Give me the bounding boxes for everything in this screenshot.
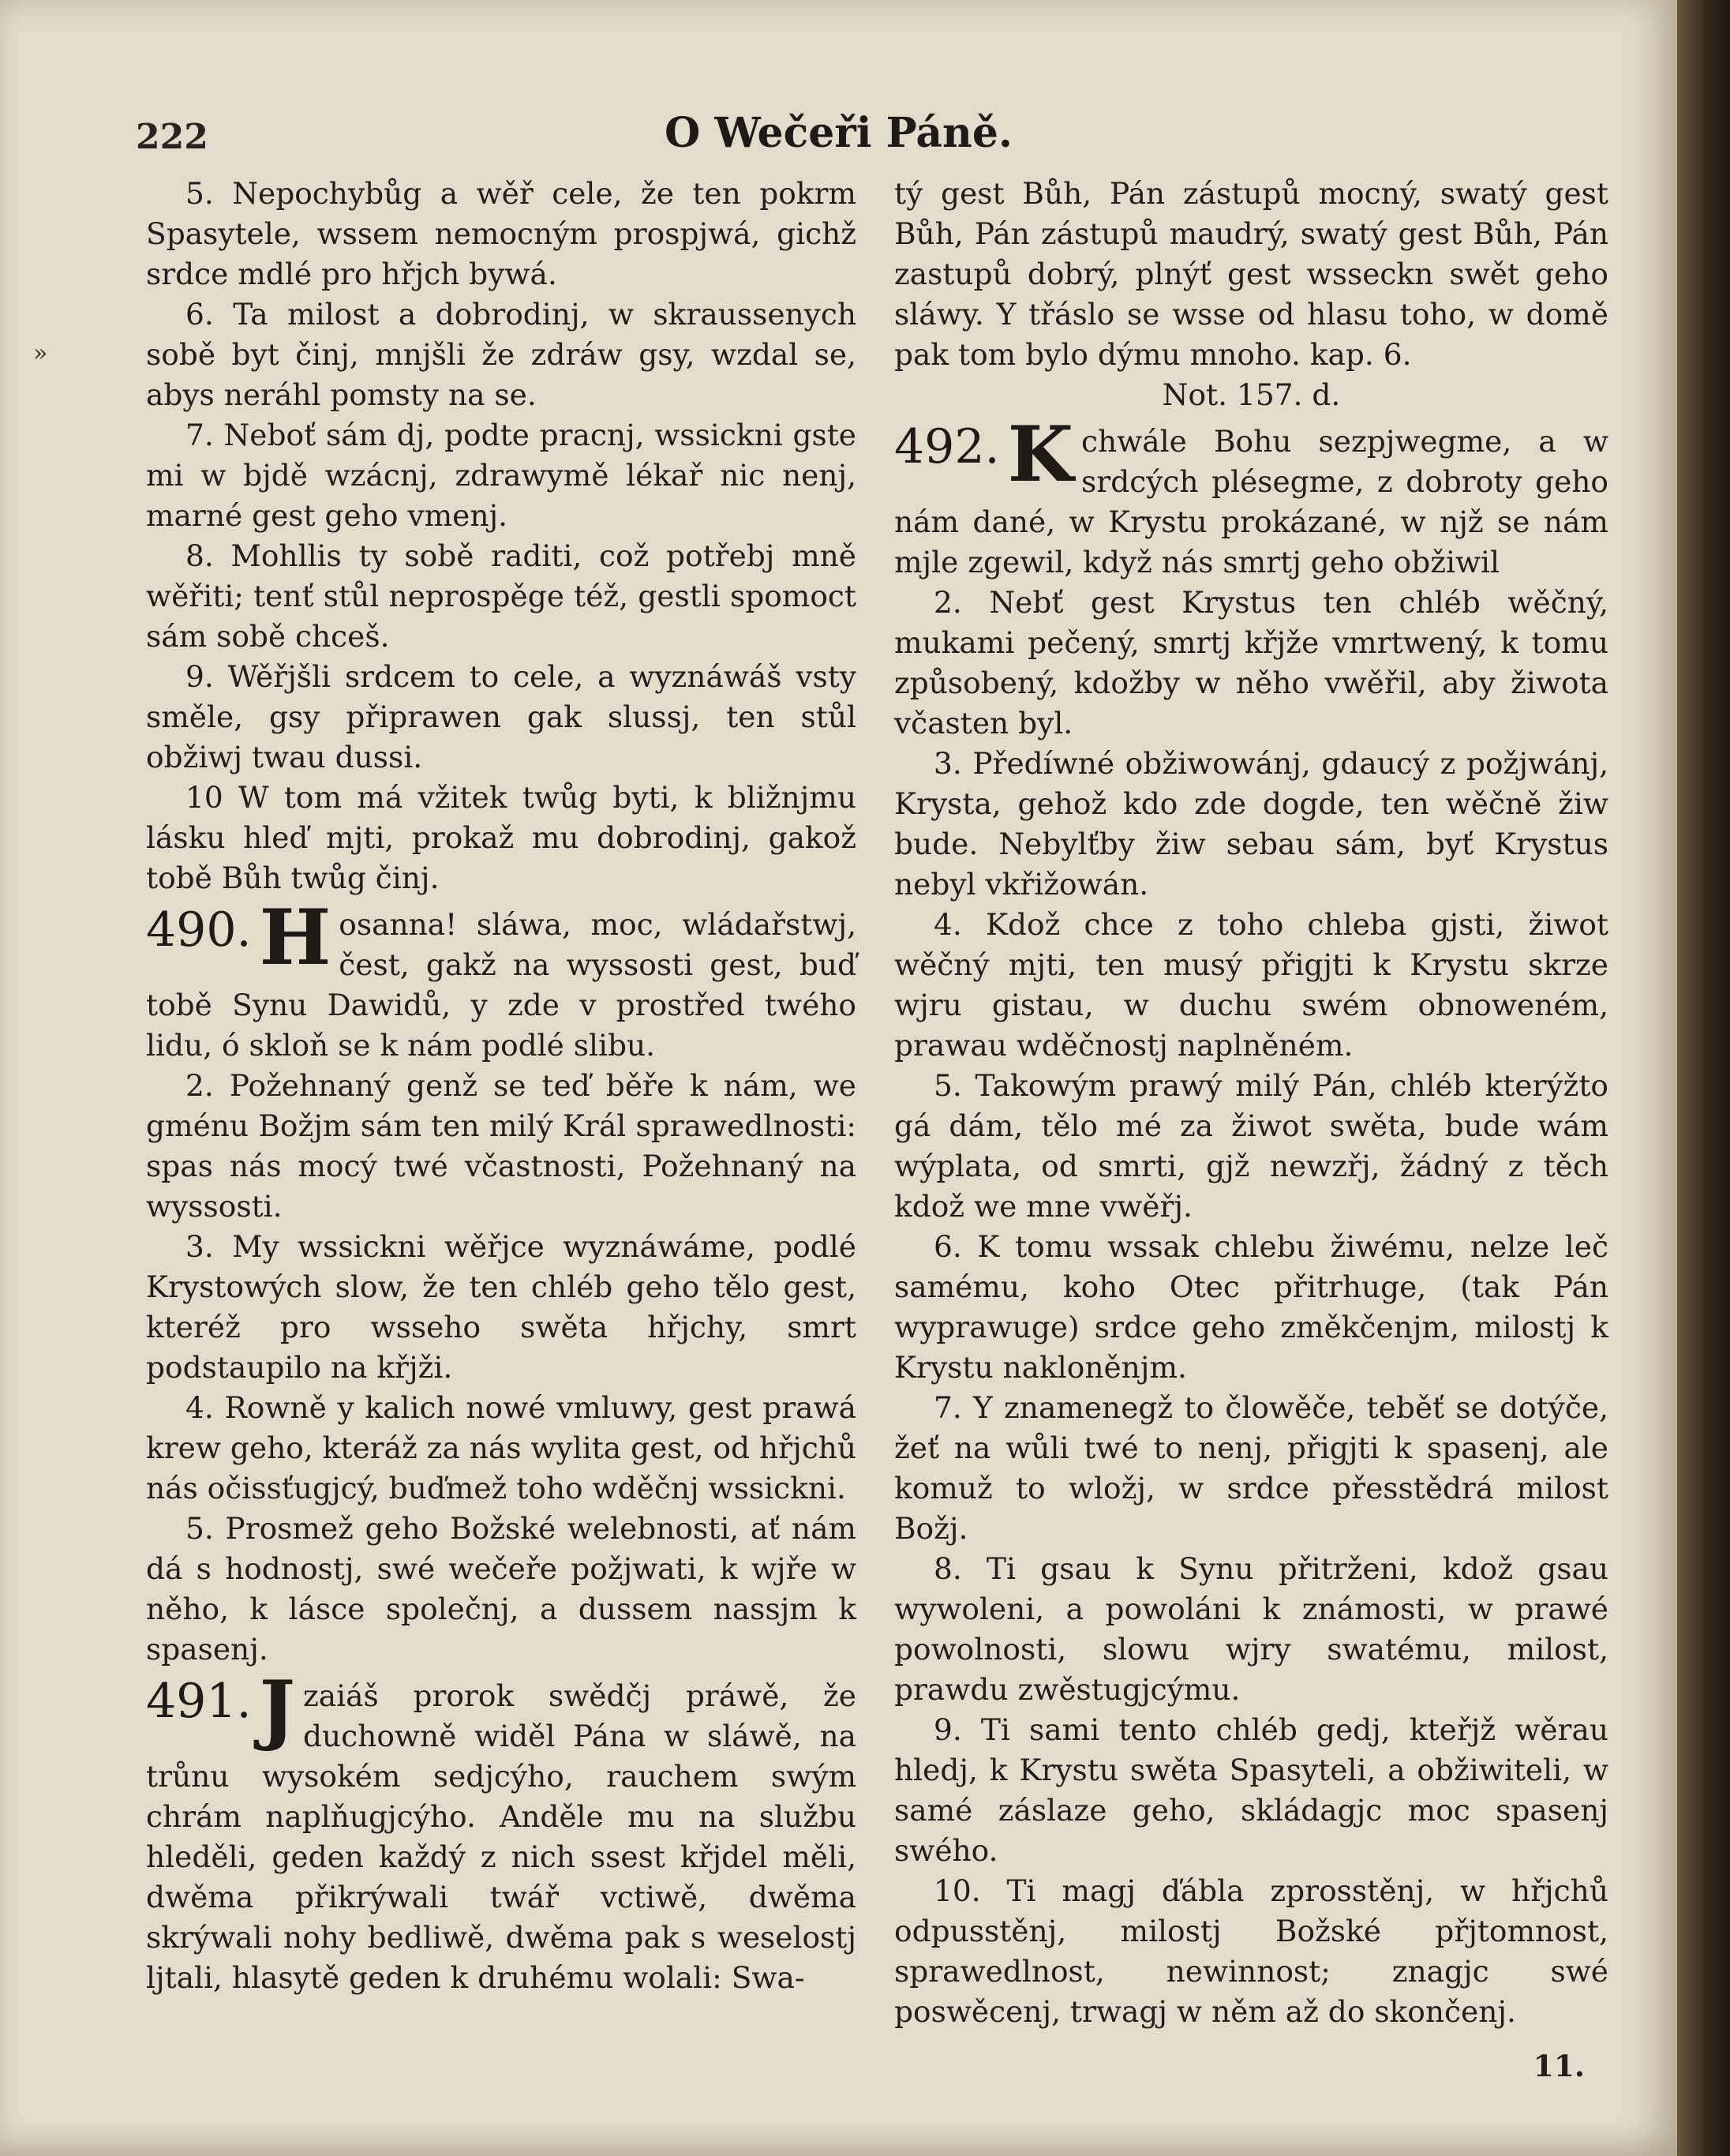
verse: 4. Rowně y kalich nowé vmluwy, gest prawá krew geho, kteráž za nás wylita gest, od hřjchů nás očissťugjcý, buďmež toho wděčnj wssickni. xyxy=(146,1390,856,1505)
verse: tý gest Bůh, Pán zástupů mocný, swatý gest Bůh, Pán zástupů maudrý, swatý gest Bůh, Pán zastupů dobrý, plnýť gest wsseckn swět geho sláwy. Y třáslo se wsse od hlasu toho, w domě pak tom bylo dýmu mnoho. kap. 6. xyxy=(894,176,1608,372)
verse: 5. Prosmež geho Božské welebnosti, ať nám dá s hodnostj, swé wečeře požjwati, k wjře w něho, k lásce společnj, a dussem nassjm k spasenj. xyxy=(146,1511,856,1667)
verse: 9. Ti sami tento chléb gedj, kteřjž wěrau hledj, k Krystu swěta Spasyteli, a obžiwiteli, w samé záslaze geho, skládagjc moc spasenj swého. xyxy=(894,1712,1608,1868)
hymn-number: 491. xyxy=(146,1674,252,1729)
verse: 6. K tomu wssak chlebu žiwému, nelze leč samému, koho Otec přitrhuge, (tak Pán wyprawuge) srdce geho změkčenjm, milostj k Krystu nakloněnjm. xyxy=(894,1229,1608,1385)
hymn-number: 492. xyxy=(894,419,1000,474)
verse: 2. Nebť gest Krystus ten chléb wěčný, mukami pečený, smrtj křjže vmrtwený, k tomu způsobený, kdožby w něho vwěřil, aby žiwota včasten byl. xyxy=(894,585,1608,741)
verse: 6. Ta milost a dobrodinj, w skraussenych sobě byt činj, mnjšli že zdráw gsy, wzdal se, abys neráhl pomsty na se. xyxy=(146,297,856,412)
verse: 7. Y znamenegž to člowěče, teběť se dotýče, žeť na wůli twé to nenj, přigjti k spasenj, ale komuž to wložj, w srdce přesstědrá milost Božj. xyxy=(894,1390,1608,1546)
hymn-section xyxy=(894,410,1608,583)
hymn-text: chwále Bohu sezpjwegme, a w srdcých plésegme, z dobroty geho nám dané, w Krystu prokázané, w njž se nám mjle zgewil, když nás smrtj geho obžiwil xyxy=(894,424,1608,579)
drop-cap: J xyxy=(259,1664,296,1753)
page-number: 222 xyxy=(136,117,208,157)
verse: 8. Mohllis ty sobě raditi, což potřebj mně wěřiti; tenť stůl neprospěge též, gestli spomoct sám sobě chceš. xyxy=(146,538,856,654)
hymn-section xyxy=(146,893,856,1066)
verse: 4. Kdož chce z toho chleba gjsti, žiwot wěčný mjti, ten musý přigjti k Krystu skrze wjru gistau, w duchu swém obnoweném, prawau wděčnostj naplněném. xyxy=(894,907,1608,1063)
hymn-text: zaiáš prorok swědčj práwě, že duchowně widěl Pána w sláwě, na trůnu wysokém sedjcýho, rauchem swým chrám naplňugjcýho. Anděle mu na službu hleděli, geden každý z nich ssest křjdel měli, dwěma přikrýwali twář vctiwě, dwěma skrýwali nohy bedliwě, dwěma pak s weselostj ljtali, hlasytě geden k druhému wolali: Swa- xyxy=(146,1678,856,1995)
verse: 5. Nepochybůg a wěř cele, že ten pokrm Spasytele, wssem nemocným prospjwá, gichž srdce mdlé pro hřjch bywá. xyxy=(146,176,856,291)
verse: 8. Ti gsau k Synu přitrženi, kdož gsau wywoleni, a powoláni k známosti, w prawé powolnosti, slowu wjry swatému, milost, prawdu zwěstugjcýmu. xyxy=(894,1551,1608,1707)
drop-cap: K xyxy=(1007,410,1074,499)
margin-mark: » xyxy=(33,339,48,367)
catchword: 11. xyxy=(1533,2049,1585,2083)
verse: 2. Požehnaný genž se teď běře k nám, we gménu Božjm sám ten milý Král sprawedlnosti: spas nás mocý twé včastnosti, Požehnaný na wyssosti. xyxy=(146,1068,856,1224)
left-column xyxy=(146,174,856,1998)
verse: 10. Ti magj ďábla zprosstěnj, w hřjchů odpusstěnj, milostj Božské přjtomnost, sprawedlnost, newinnost; znagjc swé poswěcenj, trwagj w něm až do skončenj. xyxy=(894,1873,1608,2029)
verse: 5. Takowým prawý milý Pán, chléb kterýžto gá dám, tělo mé za žiwot swěta, bude wám wýplata, od smrti, gjž newzřj, žádný z těch kdož we mne vwěřj. xyxy=(894,1068,1608,1224)
verse: 3. My wssickni wěřjce wyznáwáme, podlé Krystowých slow, že ten chléb geho tělo gest, kteréž pro wsseho swěta hřjchy, smrt podstaupilo na křjži. xyxy=(146,1229,856,1385)
verse: 7. Neboť sám dj, podte pracnj, wssickni gste mi w bjdě wzácnj, zdrawymě lékař nic nenj, marné gest geho vmenj. xyxy=(146,418,856,533)
verse: 3. Předíwné obžiwowánj, gdaucý z požjwánj, Krysta, gehož kdo zde dogde, ten wěčně žiw bude. Nebylťby žiw sebau sám, byť Krystus nebyl vkřižowán. xyxy=(894,746,1608,902)
verse: 10 W tom má vžitek twůg byti, k bližnjmu lásku hleď mjti, prokaž mu dobrodinj, gakož tobě Bůh twůg činj. xyxy=(146,780,856,895)
verse: 9. Wěřjšli srdcem to cele, a wyznáwáš vsty směle, gsy připrawen gak slussj, ten stůl obžiwj twau dussi. xyxy=(146,659,856,774)
hymn-section xyxy=(146,1664,856,1998)
page-header xyxy=(0,109,1677,172)
tune-note: Not. 157. d. xyxy=(1162,377,1341,412)
right-column xyxy=(894,174,1608,2087)
hymn-number: 490. xyxy=(146,902,252,958)
page-edge-shadow xyxy=(1677,0,1730,2156)
drop-cap: H xyxy=(259,893,331,982)
hymn-text: osanna! sláwa, moc, wládařstwj, čest, gakž na wyssosti gest, buď tobě Synu Dawidů, y zde v prostřed twého lidu, ó skloň se k nám podlé slibu. xyxy=(146,907,856,1063)
running-title: O Wečeři Páně. xyxy=(664,109,1013,157)
